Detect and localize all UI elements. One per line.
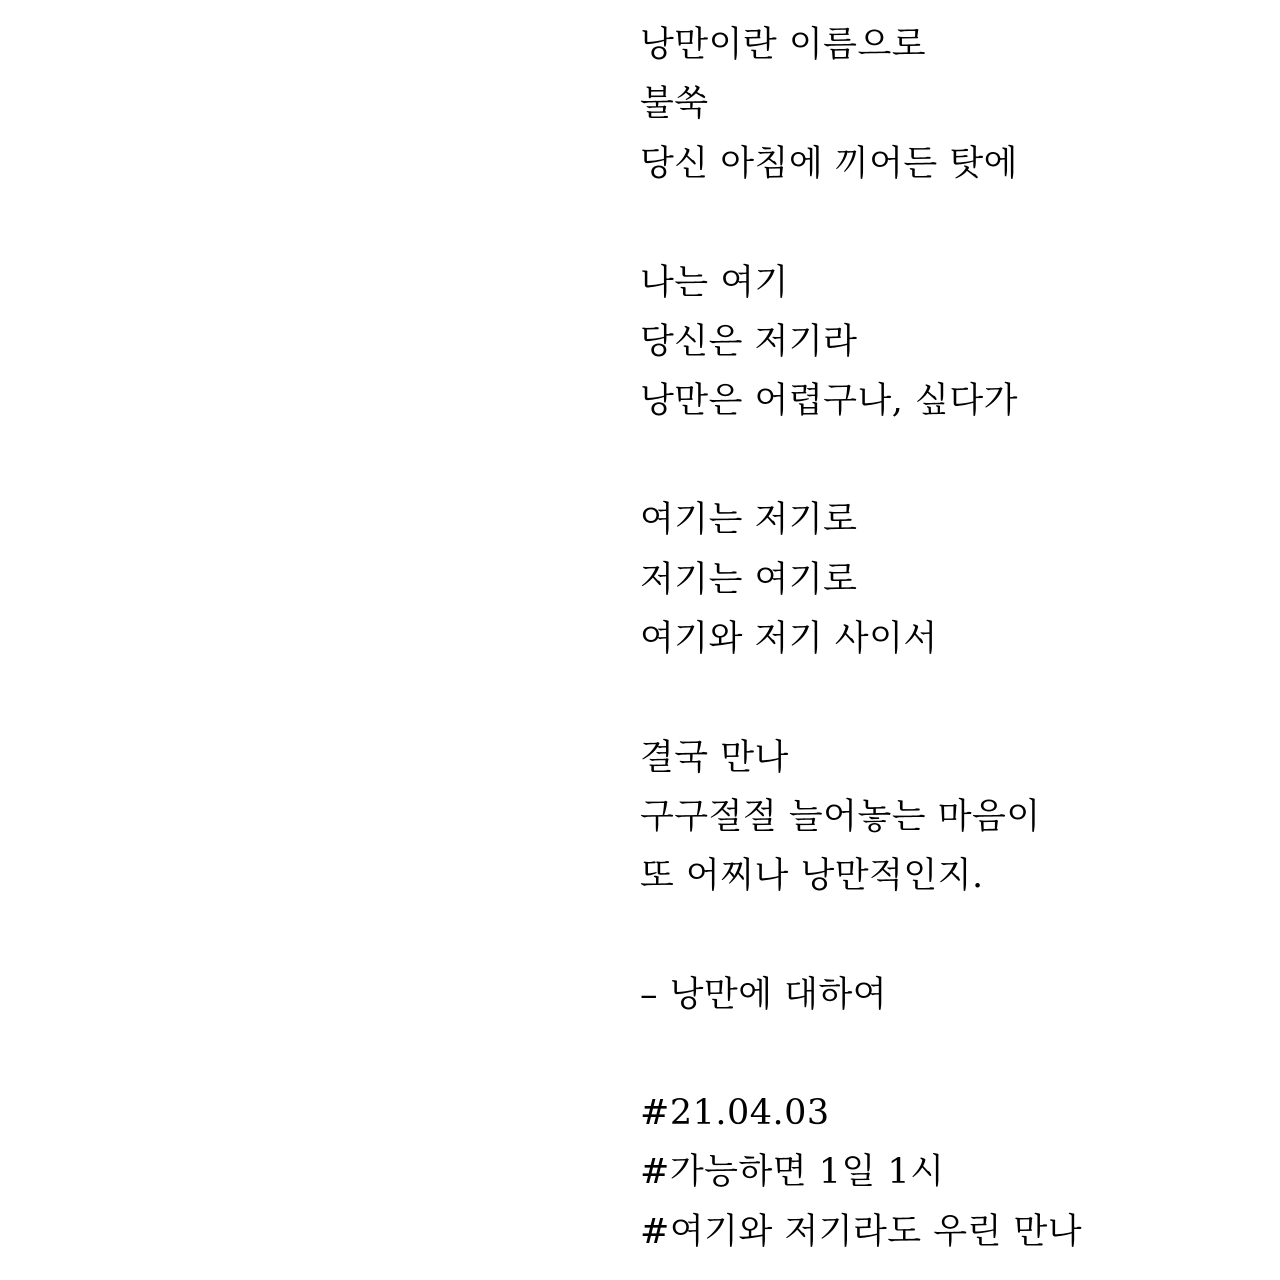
poem-line: 여기와 저기 사이서: [640, 618, 938, 659]
poem-line: 낭만은 어렵구나, 싶다가: [640, 381, 1018, 422]
poem-line: 여기는 저기로: [640, 500, 858, 541]
poem-line: 불쑥: [640, 84, 709, 125]
poem: [640, 22, 1260, 1032]
hashtag: #여기와 저기라도 우린 만나: [640, 1211, 1083, 1252]
poem-line: 당신 아침에 끼어든 탓에: [640, 143, 1018, 184]
poem-line: 결국 만나: [640, 737, 789, 778]
poem-line: 또 어찌나 낭만적인지.: [640, 856, 984, 897]
stanza-gap: [640, 913, 1260, 972]
hashtag-list: [640, 1090, 1260, 1268]
poem-line: 저기는 여기로: [640, 559, 858, 600]
poem-line: 당신은 저기라: [640, 321, 858, 362]
poem-signature: – 낭만에 대하여: [640, 975, 888, 1016]
stanza-2: [640, 260, 1260, 438]
stanza-gap: [640, 438, 1260, 497]
stanza-gap: [640, 675, 1260, 734]
hashtag: #21.04.03: [640, 1093, 830, 1133]
stanza-gap: [640, 200, 1260, 259]
poem-line: 낭만이란 이름으로: [640, 25, 927, 65]
poem-line: 구구절절 늘어놓는 마음이: [640, 797, 1041, 838]
stanza-3: [640, 497, 1260, 675]
stanza-1: [640, 22, 1260, 200]
poem-line: 나는 여기: [640, 262, 789, 303]
stanza-4: [640, 735, 1260, 913]
hashtag: #가능하면 1일 1시: [640, 1152, 945, 1193]
